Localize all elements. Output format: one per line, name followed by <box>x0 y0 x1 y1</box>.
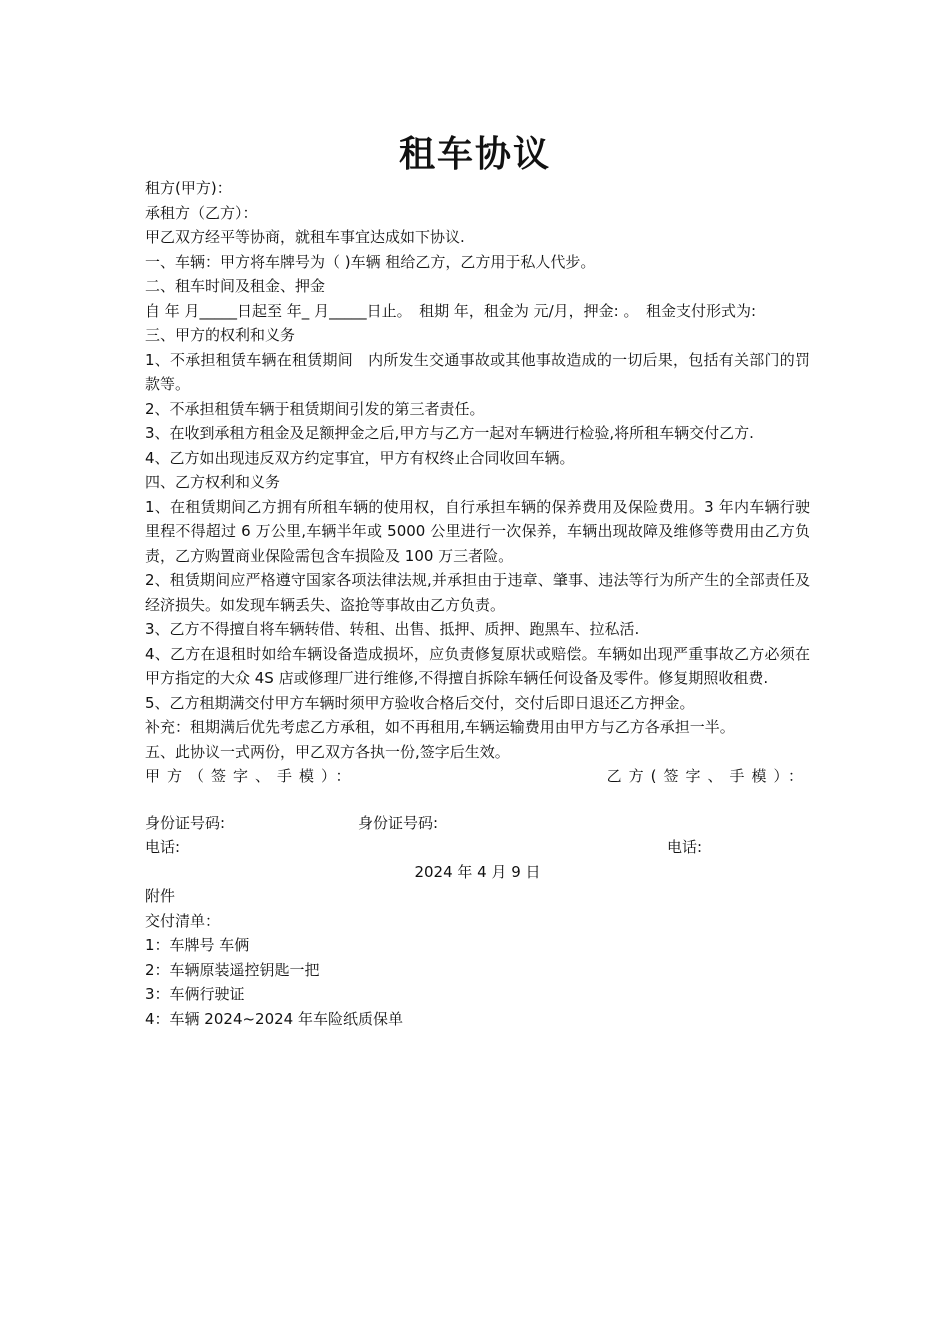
delivery-list-item: 2：车辆原装遥控钥匙一把 <box>145 960 320 979</box>
section-2-heading: 二、租车时间及租金、押金 <box>145 277 326 295</box>
phone-party-a: 电话: <box>145 838 181 856</box>
phone-party-b: 电话: <box>666 838 702 856</box>
section-3-item-1: 1、不承担租赁车辆在租赁期间 内所发生交通事故或其他事故造成的一切后果，包括有关部门的罚款等。 <box>145 350 810 393</box>
section-3-item-4: 4、乙方如出现违反双方约定事宜，甲方有权终止合同收回车辆。 <box>145 448 575 467</box>
signature-row <box>145 764 810 789</box>
lessor-line: 租方(甲方)： <box>145 179 232 197</box>
document-body <box>145 176 810 1031</box>
supplement-paragraph: 补充：租期满后优先考虑乙方承租，如不再租用,车辆运输费用由甲方与乙方各承担一半。 <box>145 718 735 736</box>
delivery-list-item: 4：车辆 2024~2024 年车险纸质保单 <box>145 1009 403 1028</box>
signature-party-b: 乙方(签字、手模）： <box>606 767 810 785</box>
attachment-heading: 附件 <box>145 887 176 905</box>
id-number-party-a: 身份证号码: <box>145 813 226 832</box>
section-3-heading: 三、甲方的权利和义务 <box>145 326 296 344</box>
lessee-line: 承租方（乙方）： <box>145 203 258 222</box>
section-3-item-3: 3、在收到承租方租金及足额押金之后,甲方与乙方一起对车辆进行检验,将所租车辆交付乙方. <box>145 424 754 442</box>
signature-party-a: 甲方（签字、手模）： <box>145 767 358 785</box>
delivery-list-item: 3：车俩行驶证 <box>145 985 245 1003</box>
section-3-item-2: 2、不承担租赁车辆于租赁期间引发的第三者责任。 <box>145 399 485 418</box>
section-1-vehicle: 一、车辆：甲方将车牌号为（ )车辆 租给乙方，乙方用于私人代步。 <box>145 252 596 271</box>
section-4-item-3: 3、乙方不得擅自将车辆转借、转租、出售、抵押、质押、跑黑车、拉私活. <box>145 620 640 638</box>
section-4-item-1: 1、在租赁期间乙方拥有所租车辆的使用权，自行承担车辆的保养费用及保险费用。3 年内车辆行驶里程不得超过 6 万公里,车辆半年或 5000 公里进行一次保养，车辆出现故障及维修等费用由乙方负责，乙方购置商业保险需包含车损险及 100 万三者险。 <box>145 497 810 565</box>
section-5-text: 五、此协议一式两份，甲乙双方各执一份,签字后生效。 <box>145 742 510 761</box>
document-title: 租车协议 <box>398 134 551 175</box>
delivery-list-item: 1：车牌号 车俩 <box>145 936 250 954</box>
phone-row <box>145 835 810 860</box>
section-2-text: 自 年 月_____日起至 年_ 月_____日止。 租期 年，租金为 元/月，押金: 。 租金支付形式为: <box>145 301 757 320</box>
intro-paragraph: 甲乙双方经平等协商，就租车事宜达成如下协议. <box>145 228 465 246</box>
agreement-date: 2024 年 4 月 9 日 <box>414 862 541 881</box>
id-number-party-b: 身份证号码: <box>358 813 439 832</box>
delivery-list-title: 交付清单： <box>145 911 221 930</box>
signature-gap <box>145 789 810 811</box>
id-row <box>145 811 810 836</box>
section-4-heading: 四、乙方权利和义务 <box>145 473 281 491</box>
section-4-item-5: 5、乙方租期满交付甲方车辆时须甲方验收合格后交付，交付后即日退还乙方押金。 <box>145 693 695 712</box>
section-4-item-4: 4、乙方在退租时如给车辆设备造成损坏，应负责修复原状或赔偿。车辆如出现严重事故乙方必须在甲方指定的大众 4S 店或修理厂进行维修,不得擅自拆除车辆任何设备及零件。修复期照收租费. <box>145 644 810 687</box>
section-4-item-2: 2、租赁期间应严格遵守国家各项法律法规,并承担由于违章、肇事、违法等行为所产生的全部责任及经济损失。如发现车辆丢失、盗抢等事故由乙方负责。 <box>145 571 810 614</box>
